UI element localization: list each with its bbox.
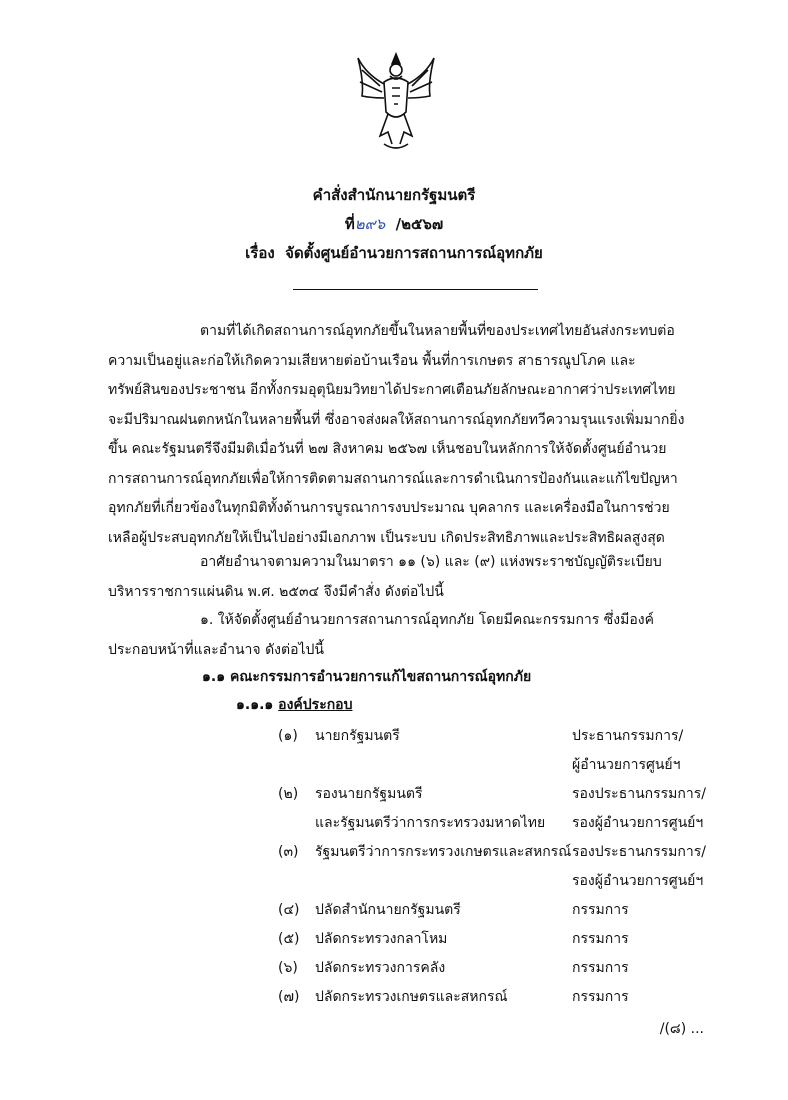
member-number: (๑) — [278, 728, 298, 744]
section-1-1-1-title: องค์ประกอบ — [278, 697, 353, 713]
member-row — [0, 983, 788, 1012]
member-number: (๕) — [278, 931, 300, 947]
member-role: กรรมการ — [572, 902, 629, 918]
paragraph-authority: อาศัยอำนาจตามความในมาตรา ๑๑ (๖) และ (๙) แห่งพระราชบัญญัติระเบียบบริหารราชการแผ่นดิน พ.ศ. ๒๕๓๔ จึงมีคำสั่ง ดังต่อไปนี้ — [108, 554, 662, 600]
page-continuation: /(๘) ... — [659, 1021, 704, 1037]
order-title: คำสั่งสำนักนายกรัฐมนตรี — [312, 186, 476, 204]
member-position: รัฐมนตรีว่าการกระทรวงเกษตรและสหกรณ์ — [315, 844, 572, 860]
member-row — [0, 838, 788, 896]
member-position: ปลัดสำนักนายกรัฐมนตรี — [315, 902, 461, 918]
section-1-1-heading: ๑.๑ คณะกรรมการอำนวยการแก้ไขสถานการณ์อุทกภัย — [202, 669, 532, 685]
subject-label: เรื่อง — [245, 244, 275, 262]
member-position: และรัฐมนตรีว่าการกระทรวงมหาดไทย — [315, 815, 546, 831]
section-1-1-1-heading — [236, 694, 352, 716]
member-number: (๔) — [278, 902, 300, 918]
member-role: รองประธานกรรมการ/ — [572, 844, 706, 860]
header-divider — [293, 289, 538, 290]
member-position: รองนายกรัฐมนตรี — [315, 786, 423, 802]
member-number: (๗) — [278, 989, 300, 1005]
paragraph-background: ตามที่ได้เกิดสถานการณ์อุทกภัยขึ้นในหลายพื้นที่ของประเทศไทยอันส่งกระทบต่อความเป็นอยู่และก่อให้เกิดความเสียหายต่อบ้านเรือน พื้นที่การเกษตร สาธารณูปโภค และทรัพย์สินของประชาชน อีกทั้งกรมอุตุนิยมวิทยาได้ประกาศเตือนภัยลักษณะอากาศว่าประเทศไทยจะมีปริมาณฝนตกหนักในหลายพื้นที่ ซึ่งอาจส่งผลให้สถานการณ์อุทกภัยทวีความรุนแรงเพิ่มมากยิ่งขึ้น คณะรัฐมนตรีจึงมีมติเมื่อวันที่ ๒๗ สิงหาคม ๒๕๖๗ เห็นชอบในหลักการให้จัดตั้งศูนย์อำนวยการสถานการณ์อุทกภัยเพื่อให้การติดตามสถานการณ์และการดำเนินการป้องกันและแก้ไขปัญหาอุทกภัยที่เกี่ยวข้องในทุกมิติทั้งด้านการบูรณาการงบประมาณ บุคลากร และเครื่องมือในการช่วยเหลือผู้ประสบอุทกภัยให้เป็นไปอย่างมีเอกภาพ เป็นระบบ เกิดประสิทธิภาพและประสิทธิผลสูงสุด — [108, 323, 685, 546]
member-row — [0, 780, 788, 838]
member-role: กรรมการ — [572, 931, 629, 947]
member-number: (๓) — [278, 844, 299, 860]
subject-text: จัดตั้งศูนย์อำนวยการสถานการณ์อุทกภัย — [285, 244, 543, 262]
member-role: รองประธานกรรมการ/ — [572, 786, 706, 802]
member-position: ปลัดกระทรวงกลาโหม — [315, 931, 448, 947]
paragraph-clause-1: ๑. ให้จัดตั้งศูนย์อำนวยการสถานการณ์อุทกภัย โดยมีคณะกรรมการ ซึ่งมีองค์ประกอบหน้าที่และอำนาจ ดังต่อไปนี้ — [108, 612, 654, 658]
order-number-year: /๒๕๖๗ — [395, 215, 444, 233]
member-row — [0, 925, 788, 954]
member-position: ปลัดกระทรวงเกษตรและสหกรณ์ — [315, 989, 508, 1005]
member-number: (๒) — [278, 786, 299, 802]
member-position: ปลัดกระทรวงการคลัง — [315, 960, 446, 976]
order-number-prefix: ที่ — [344, 215, 355, 233]
member-role: กรรมการ — [572, 960, 629, 976]
order-number-handwritten: ๒๙๖ — [354, 215, 386, 233]
member-role: ผู้อำนวยการศูนย์ฯ — [572, 757, 681, 773]
member-row — [0, 896, 788, 925]
member-role: รองผู้อำนวยการศูนย์ฯ — [572, 873, 704, 889]
garuda-emblem-icon — [354, 52, 438, 154]
member-number: (๖) — [278, 960, 298, 976]
order-number — [0, 212, 788, 236]
member-row — [0, 954, 788, 983]
member-role: ประธานกรรมการ/ — [572, 728, 684, 744]
member-role: รองผู้อำนวยการศูนย์ฯ — [572, 815, 704, 831]
member-row — [0, 722, 788, 780]
member-role: กรรมการ — [572, 989, 629, 1005]
member-position: นายกรัฐมนตรี — [315, 728, 400, 744]
section-1-1-1-number: ๑.๑.๑ — [236, 697, 274, 713]
order-subject — [0, 241, 788, 265]
